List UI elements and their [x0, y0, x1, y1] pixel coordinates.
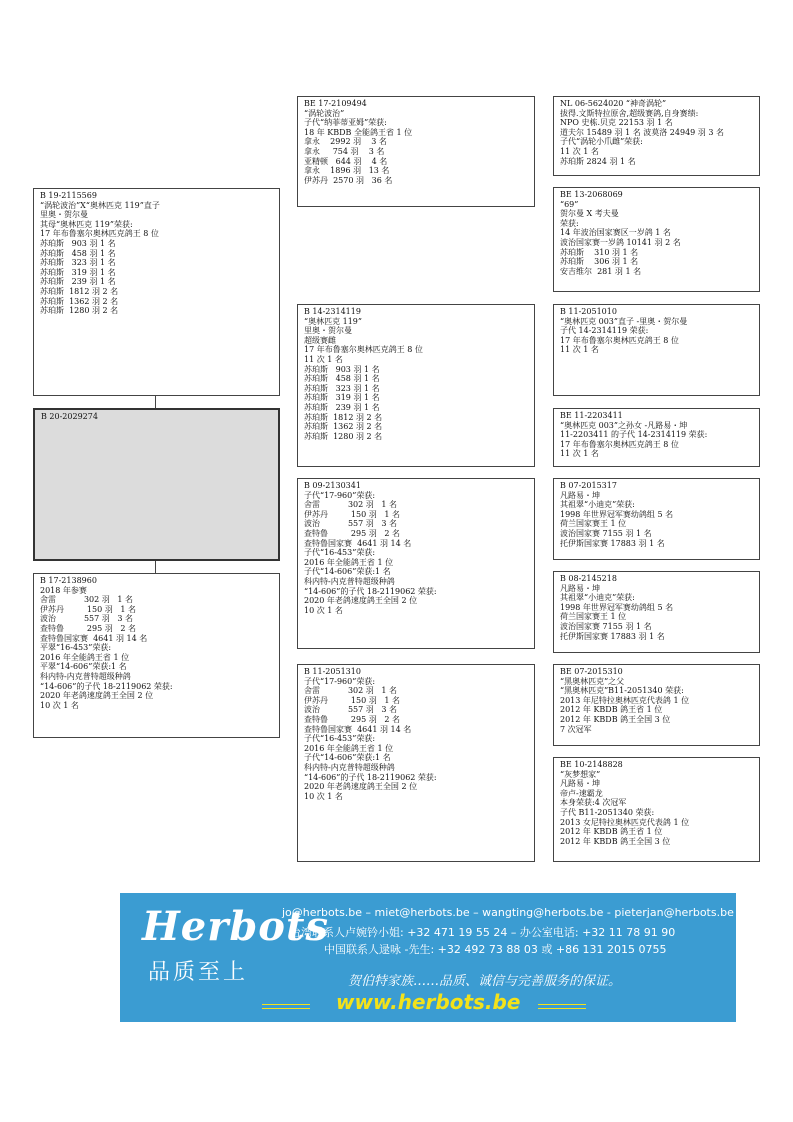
sire-line: 其母“奥林匹克 119”荣获: — [40, 219, 133, 229]
dss-line: 托伊斯国家赛 17883 羽 1 名 — [560, 538, 665, 548]
sds-ring: B 11-2051010 — [560, 307, 617, 316]
ddd-lines — [560, 770, 753, 847]
dam-line: 10 次 1 名 — [40, 700, 79, 710]
banner-tagline: 品质至上 — [148, 960, 249, 985]
sdd-line: 17 年布鲁塞尔奥林匹克鸽王 8 位 — [560, 439, 679, 449]
sd-line: 17 年布鲁塞尔奥林匹克鸽王 8 位 — [304, 345, 423, 355]
dam-line: 波治 557 羽 3 名 — [40, 614, 134, 624]
dds-ring: BE 07-2015310 — [560, 667, 623, 676]
ddd-line: 子代 B11-2051340 荣获: — [560, 807, 655, 817]
ds-line: 子代“17-960”荣获: — [304, 490, 376, 500]
ds-line: 舍雷 302 羽 1 名 — [304, 500, 398, 510]
herbots-banner — [120, 893, 736, 1022]
ds-line: 子代“14-606”荣获:1 名 — [304, 567, 391, 577]
ds-line: 科内特-内克普特超级种鸽 — [304, 576, 395, 586]
dd-line: 波治 557 羽 3 名 — [304, 705, 398, 715]
sdd-box — [553, 408, 760, 467]
dss-box — [553, 478, 760, 560]
sire-line: 苏珀斯 1362 羽 2 名 — [40, 296, 119, 306]
ssd-line: 14 年波治国家赛区一岁鸽 1 名 — [560, 228, 671, 238]
dd-line: 子代“14-606”荣获:1 名 — [304, 753, 391, 763]
ds-line: 2016 年全能鸽王省 1 位 — [304, 557, 394, 567]
ds-line: 2020 年老鸽速度鸽王全国 2 位 — [304, 596, 418, 606]
dds-lines — [560, 677, 753, 735]
sss-line: 子代“涡轮小爪雌”荣获: — [560, 137, 643, 147]
ssd-lines — [560, 200, 753, 277]
sds-lines — [560, 317, 753, 355]
dsd-line: 其祖翠“小迪克”荣获: — [560, 593, 635, 603]
sds-line: 子代 14-2314119 荣获: — [560, 326, 649, 336]
ddd-line: 本身荣获:4 次冠军 — [560, 798, 627, 808]
sire-line: 苏珀斯 239 羽 1 名 — [40, 277, 116, 287]
sds-line: 17 年布鲁塞尔奥林匹克鸽王 8 位 — [560, 335, 679, 345]
banner-slogan: 贺伯特家族……品质、诚信与完善服务的保证。 — [348, 974, 622, 989]
sd-line: 苏珀斯 1280 羽 2 名 — [304, 431, 383, 441]
dam-sire-ring: B 09-2130341 — [304, 481, 361, 490]
ddd-line: 凡路易・坤 — [560, 779, 600, 789]
ddd-ring: BE 10-2148828 — [560, 760, 623, 769]
dss-line: 荷兰国家赛王 1 位 — [560, 519, 627, 529]
sss-line: 苏珀斯 2824 羽 1 名 — [560, 156, 636, 166]
ssd-line: 安吉维尔 281 羽 1 名 — [560, 266, 642, 276]
ds-line: 伊苏丹 150 羽 1 名 — [304, 509, 400, 519]
dd-line: 科内特-内克普特超级种鸽 — [304, 762, 395, 772]
sss-line: 道夫尔 15489 羽 1 名 波莫洛 24949 羽 3 名 — [560, 127, 724, 137]
dam-dam-lines — [304, 677, 528, 802]
dd-line: 10 次 1 名 — [304, 791, 343, 801]
sire-dam-box — [297, 304, 535, 467]
dam-sire-box — [297, 478, 535, 649]
sd-line: 超级赛雌 — [304, 335, 336, 345]
dd-line: 2020 年老鸽速度鸽王全国 2 位 — [304, 782, 418, 792]
sire-line: 里奥・贺尔曼 — [40, 210, 88, 220]
dd-line: 子代“17-960”荣获: — [304, 676, 376, 686]
dsd-ring: B 08-2145218 — [560, 574, 617, 583]
ss-line: 18 年 KBDB 全能鸽王省 1 位 — [304, 127, 413, 137]
sd-line: 苏珀斯 319 羽 1 名 — [304, 393, 380, 403]
ddd-line: “灰梦想家” — [560, 769, 601, 779]
ss-line: 亚精顿 644 羽 4 名 — [304, 156, 388, 166]
sss-line: 拔得.文斯特拉原舍,超级赛鸽,自身赛绩: — [560, 108, 699, 118]
dsd-line: 波治国家赛 7155 羽 1 名 — [560, 621, 652, 631]
dam-line: 查特鲁国家赛 4641 羽 14 名 — [40, 633, 148, 643]
dds-line: 2012 年 KBDB 鸽王全国 3 位 — [560, 714, 671, 724]
dsd-line: 凡路易・坤 — [560, 583, 600, 593]
ss-line: 拿永 2992 羽 3 名 — [304, 137, 387, 147]
sire-line: 苏珀斯 319 羽 1 名 — [40, 267, 116, 277]
dd-line: 子代“16-453”荣获: — [304, 734, 376, 744]
dam-line: 2018 年参赛 — [40, 585, 87, 595]
ddd-line: 2013 女尼特拉奥林匹克代表鸽 1 位 — [560, 817, 690, 827]
sd-line: 11 次 1 名 — [304, 354, 343, 364]
dam-line: 舍雷 302 羽 1 名 — [40, 595, 134, 605]
ddd-box — [553, 757, 760, 862]
dds-line: 7 次冠军 — [560, 724, 592, 734]
dss-line: 凡路易・坤 — [560, 490, 600, 500]
dam-line: 科内特-内克普特超级种鸽 — [40, 671, 131, 681]
sdd-line: 11 次 1 名 — [560, 449, 599, 459]
sire-lines — [40, 201, 273, 316]
ssd-ring: BE 13-2068069 — [560, 190, 623, 199]
dam-dam-ring: B 11-2051310 — [304, 667, 361, 676]
banner-china-contact: 中国联系人逯咏 -先生: +32 492 73 88 03 或 +86 131 2015 0755 — [324, 943, 667, 956]
dss-line: 波治国家赛 7155 羽 1 名 — [560, 528, 652, 538]
ds-line: 10 次 1 名 — [304, 605, 343, 615]
ss-line: “涡轮波治” — [304, 108, 345, 118]
ssd-box — [553, 187, 760, 292]
ss-line: 子代“纳菲蒂亚姆”荣获: — [304, 118, 387, 128]
dam-ring: B 17-2138960 — [40, 576, 97, 585]
subject-ring: B 20-2029274 — [41, 412, 98, 421]
sire-box — [33, 188, 280, 396]
banner-website-link[interactable]: www.herbots.be — [336, 990, 521, 1014]
sd-line: 苏珀斯 903 羽 1 名 — [304, 364, 380, 374]
sd-line: “奥林匹克 119” — [304, 316, 362, 326]
ddd-line: 帝卢-速霸龙 — [560, 788, 603, 798]
sire-dam-ring: B 14-2314119 — [304, 307, 361, 316]
dd-line: 查特鲁 295 羽 2 名 — [304, 714, 400, 724]
sdd-line: “奥林匹克 003”之孙女 -凡路易・坤 — [560, 420, 688, 430]
ddd-line: 2012 年 KBDB 鸽王省 1 位 — [560, 827, 663, 837]
herbots-logo: Herbots — [142, 903, 329, 950]
dd-line: 伊苏丹 150 羽 1 名 — [304, 695, 400, 705]
sire-line: 苏珀斯 1812 羽 2 名 — [40, 286, 119, 296]
dds-line: 2013 年尼特拉奥林匹克代表鸽 1 位 — [560, 695, 690, 705]
ssd-line: 苏珀斯 306 羽 1 名 — [560, 257, 639, 267]
decorative-dash-left — [262, 1004, 310, 1009]
sds-box — [553, 304, 760, 396]
dam-line: “14-606”的子代 18-2119062 荣获: — [40, 681, 173, 691]
sd-line: 苏珀斯 1812 羽 2 名 — [304, 412, 383, 422]
banner-taiwan-contact: 台湾联系人卢婉钤小姐: +32 471 19 55 24 – 办公室电话: +32 11 78 91 90 — [290, 926, 676, 939]
dam-box — [33, 573, 280, 738]
sire-line: 苏珀斯 458 羽 1 名 — [40, 248, 116, 258]
dds-box — [553, 664, 760, 746]
sd-line: 苏珀斯 239 羽 1 名 — [304, 402, 380, 412]
dam-line: 2016 年全能鸽王省 1 位 — [40, 652, 130, 662]
connector-subject-dam — [155, 561, 156, 573]
sire-line: 17 年布鲁塞尔奥林匹克鸽王 8 位 — [40, 229, 159, 239]
ssd-line: 荣获: — [560, 218, 579, 228]
dss-ring: B 07-2015317 — [560, 481, 617, 490]
sds-line: 11 次 1 名 — [560, 345, 599, 355]
sdd-line: 11-2203411 的子代 14-2314119 荣获: — [560, 430, 708, 440]
ssd-line: 贺尔曼 X 考夫曼 — [560, 209, 619, 219]
sss-ring: NL 06-5624020 “神奇涡轮” — [560, 99, 667, 108]
ds-line: 波治 557 羽 3 名 — [304, 519, 398, 529]
dam-line: 伊苏丹 150 羽 1 名 — [40, 604, 136, 614]
ss-line: 拿永 754 羽 3 名 — [304, 146, 385, 156]
sdd-ring: BE 11-2203411 — [560, 411, 623, 420]
sd-line: 里奥・贺尔曼 — [304, 326, 352, 336]
dsd-line: 托伊斯国家赛 17883 羽 1 名 — [560, 631, 665, 641]
sd-line: 苏珀斯 323 羽 1 名 — [304, 383, 380, 393]
sss-line: 11 次 1 名 — [560, 146, 599, 156]
ss-line: 拿永 1896 羽 13 名 — [304, 166, 390, 176]
dsd-box — [553, 571, 760, 653]
dss-line: 1998 年世界冠军赛幼鸽组 5 名 — [560, 509, 674, 519]
dd-line: “14-606”的子代 18-2119062 荣获: — [304, 772, 437, 782]
connector-sire-subject — [155, 396, 156, 408]
sire-sire-lines — [304, 109, 528, 186]
dam-sire-lines — [304, 491, 528, 616]
dss-line: 其祖翠“小迪克”荣获: — [560, 500, 635, 510]
ds-line: 查特鲁 295 羽 2 名 — [304, 528, 400, 538]
dam-lines — [40, 586, 273, 711]
ssd-line: 波治国家赛一岁鸽 10141 羽 2 名 — [560, 237, 681, 247]
ddd-line: 2012 年 KBDB 鸽王全国 3 位 — [560, 836, 671, 846]
dsd-lines — [560, 584, 753, 642]
sdd-lines — [560, 421, 753, 459]
dd-line: 2016 年全能鸽王省 1 位 — [304, 743, 394, 753]
dsd-line: 荷兰国家赛王 1 位 — [560, 612, 627, 622]
ssd-line: 苏珀斯 310 羽 1 名 — [560, 247, 639, 257]
sire-ring: B 19-2115569 — [40, 191, 97, 200]
sss-line: NPO 史栋.贝克 22153 羽 1 名 — [560, 118, 673, 128]
dam-line: 平翠“16-453”荣获: — [40, 643, 112, 653]
banner-emails[interactable]: jo@herbots.be – miet@herbots.be – wangting@herbots.be - pieterjan@herbots.be — [282, 906, 734, 919]
dam-line: 查特鲁 295 羽 2 名 — [40, 623, 136, 633]
sss-box — [553, 96, 760, 176]
subject-box — [33, 408, 280, 561]
dds-line: 2012 年 KBDB 鸽王省 1 位 — [560, 705, 663, 715]
decorative-dash-right — [538, 1004, 586, 1009]
sire-sire-box — [297, 96, 535, 207]
ds-line: 查特鲁国家赛 4641 羽 14 名 — [304, 538, 412, 548]
sire-sire-ring: BE 17-2109494 — [304, 99, 367, 108]
dam-dam-box — [297, 664, 535, 862]
dss-lines — [560, 491, 753, 549]
sds-line: “奥林匹克 003”直子 -里奥・贺尔曼 — [560, 316, 688, 326]
dsd-line: 1998 年世界冠军赛幼鸽组 5 名 — [560, 602, 674, 612]
ss-line: 伊苏丹 2570 羽 36 名 — [304, 175, 393, 185]
dd-line: 查特鲁国家赛 4641 羽 14 名 — [304, 724, 412, 734]
sire-line: “涡轮波治”X“奥林匹克 119”直子 — [40, 200, 160, 210]
sire-dam-lines — [304, 317, 528, 442]
dam-line: 平翠“14-606”荣获:1 名 — [40, 662, 127, 672]
sire-line: 苏珀斯 323 羽 1 名 — [40, 258, 116, 268]
sire-line: 苏珀斯 903 羽 1 名 — [40, 238, 116, 248]
dd-line: 舍雷 302 羽 1 名 — [304, 686, 398, 696]
sss-lines — [560, 109, 753, 167]
ssd-line: “69” — [560, 199, 579, 209]
dds-line: “黑奥林匹克”B11-2051340 荣获: — [560, 686, 684, 696]
dam-line: 2020 年老鸽速度鸽王全国 2 位 — [40, 691, 154, 701]
dds-line: “黑奥林匹克”之父 — [560, 676, 625, 686]
ds-line: 子代“16-453”荣获: — [304, 548, 376, 558]
sd-line: 苏珀斯 458 羽 1 名 — [304, 374, 380, 384]
sire-line: 苏珀斯 1280 羽 2 名 — [40, 306, 119, 316]
sd-line: 苏珀斯 1362 羽 2 名 — [304, 422, 383, 432]
ds-line: “14-606”的子代 18-2119062 荣获: — [304, 586, 437, 596]
